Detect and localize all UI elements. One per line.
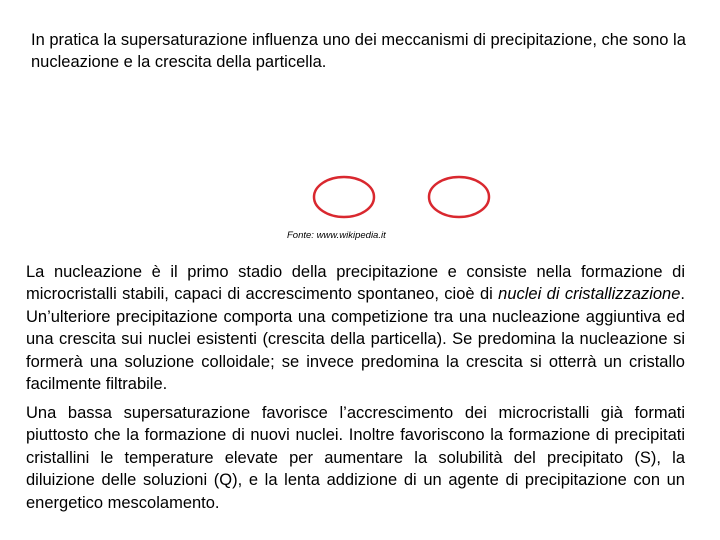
left-ellipse	[314, 177, 374, 217]
intro-text: In pratica la supersaturazione influenza uno dei meccanismi di precipitazione, che sono la nucleazione e la crescita della particella.	[31, 31, 686, 71]
paragraph-nucleation-text-2: . Un’ulteriore precipitazione comporta una competizione tra una nucleazione aggiuntiva ed una crescita sui nuclei esistenti (crescita della particella). Se predomina la nucleazione si formerà una soluzione colloidale; se invece predomina la crescita si otterrà un cristallo facilmente filtrabile.	[26, 285, 685, 394]
paragraph-nucleation	[26, 261, 685, 395]
paragraph-supersaturation: Una bassa supersaturazione favorisce l’accrescimento dei microcristalli già formati piuttosto che la formazione di nuovi nuclei. Inoltre favoriscono la formazione di precipitati cristallini le temperature elevate per aumentare la solubilità del precipitato (S), la diluizione delle soluzioni (Q), e la lenta addizione di un agente di precipitazione con un energetico mescolamento.	[26, 404, 685, 512]
paragraph-nucleation-emphasis: nuclei di cristallizzazione	[498, 285, 681, 304]
paragraph-nucleation-text-1: La nucleazione è il primo stadio della precipitazione e consiste nella formazione di microcristalli stabili, capaci di accrescimento spontaneo, cioè di	[26, 263, 685, 304]
figure-placeholder	[306, 170, 516, 226]
figure-circles	[306, 170, 516, 226]
right-ellipse	[429, 177, 489, 217]
figure-source-caption: Fonte: www.wikipedia.it	[287, 230, 386, 241]
